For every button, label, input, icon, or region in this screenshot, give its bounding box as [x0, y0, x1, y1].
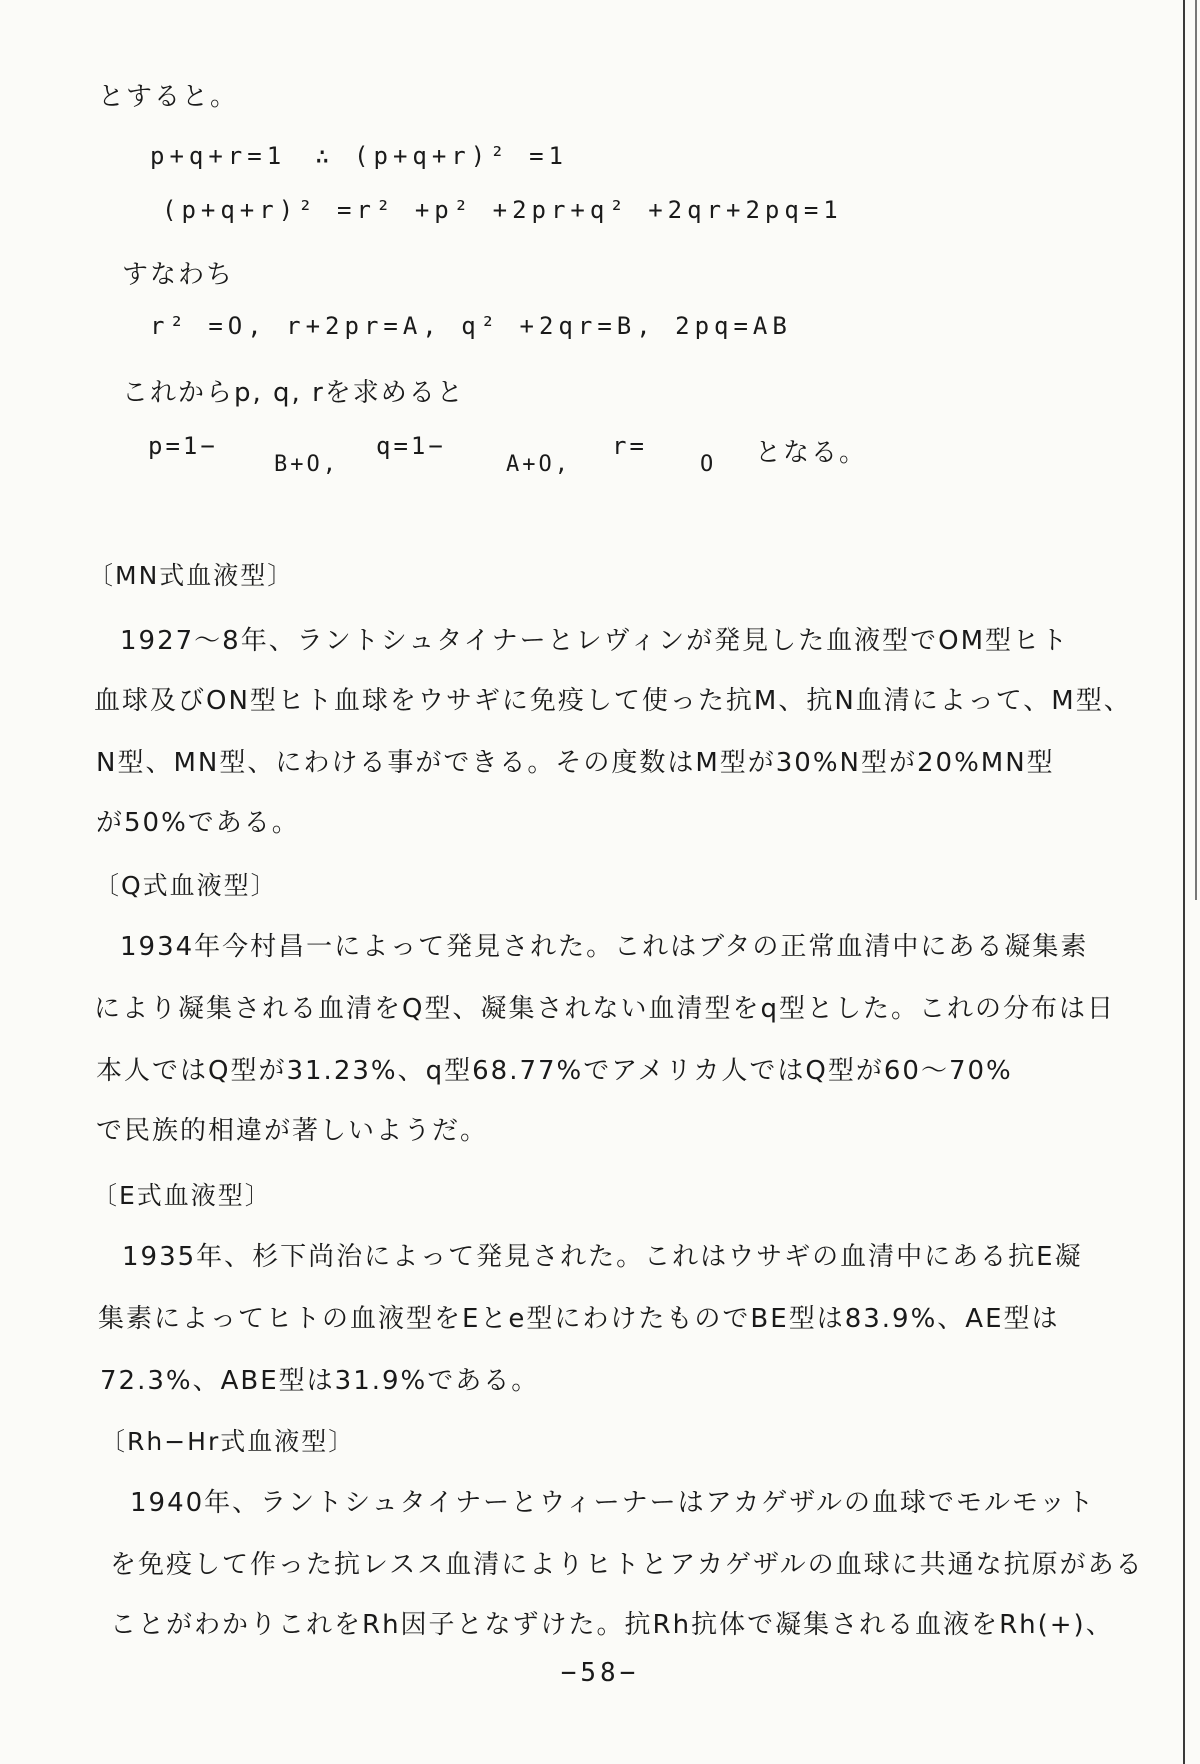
rh-line: ことがわかりこれをRh因子となずけた。抗Rh抗体で凝集される血液をRh(+)、	[110, 1610, 1114, 1640]
q-line: により凝集される血清をQ型、凝集されない血清型をq型とした。これの分布は日	[94, 994, 1115, 1024]
mn-heading: 〔MN式血液型〕	[88, 561, 295, 590]
solve-text: これからp, q, rを求めると	[122, 378, 465, 408]
e-line: 1935年、杉下尚治によって発見された。これはウサギの血清中にある抗E凝	[122, 1242, 1083, 1272]
namely-text: すなわち	[122, 260, 235, 290]
q-line: 1934年今村昌一によって発見された。これはブタの正常血清中にある凝集素	[120, 932, 1089, 962]
result-p-denominator: B+O,	[274, 452, 339, 477]
equation-1: p+q+r=1 ∴ (p+q+r)² =1	[150, 142, 568, 170]
result-end: となる。	[755, 438, 868, 468]
rh-heading: 〔Rh−Hr式血液型〕	[100, 1427, 356, 1456]
mn-line: 1927〜8年、ラントシュタイナーとレヴィンが発見した血液型でOM型ヒト	[120, 626, 1070, 656]
result-q: q=1−	[376, 432, 446, 460]
result-r: r=	[612, 432, 647, 460]
formula-intro: とすると。	[98, 82, 239, 112]
e-line: 集素によってヒトの血液型をEとe型にわけたものでBE型は83.9%、AE型は	[98, 1304, 1060, 1334]
q-heading: 〔Q式血液型〕	[94, 871, 278, 900]
rh-line: を免疫して作った抗レスス血清によりヒトとアカゲザルの血球に共通な抗原がある	[110, 1550, 1144, 1580]
mn-line: 血球及びON型ヒト血球をウサギに免疫して使った抗M、抗N血清によって、M型、	[94, 686, 1132, 716]
q-line: 本人ではQ型が31.23%、q型68.77%でアメリカ人ではQ型が60〜70%	[96, 1056, 1013, 1086]
result-p: p=1−	[148, 432, 218, 460]
mn-line: N型、MN型、にわける事ができる。その度数はM型が30%N型が20%MN型	[96, 748, 1055, 778]
mn-line: が50%である。	[96, 808, 300, 838]
result-r-denominator: O	[700, 452, 717, 477]
page-edge-line	[1183, 0, 1185, 1764]
equation-2: (p+q+r)² =r² +p² +2pr+q² +2qr+2pq=1	[162, 196, 843, 224]
e-heading: 〔E式血液型〕	[92, 1181, 272, 1210]
rh-line: 1940年、ラントシュタイナーとウィーナーはアカゲザルの血球でモルモット	[130, 1488, 1096, 1518]
e-line: 72.3%、ABE型は31.9%である。	[100, 1366, 540, 1396]
result-q-denominator: A+O,	[506, 452, 571, 477]
equation-3: r² =O, r+2pr=A, q² +2qr=B, 2pq=AB	[150, 312, 792, 340]
q-line: で民族的相違が著しいようだ。	[96, 1116, 489, 1146]
page-edge-line	[1195, 0, 1197, 900]
page-number: −58−	[560, 1658, 640, 1688]
